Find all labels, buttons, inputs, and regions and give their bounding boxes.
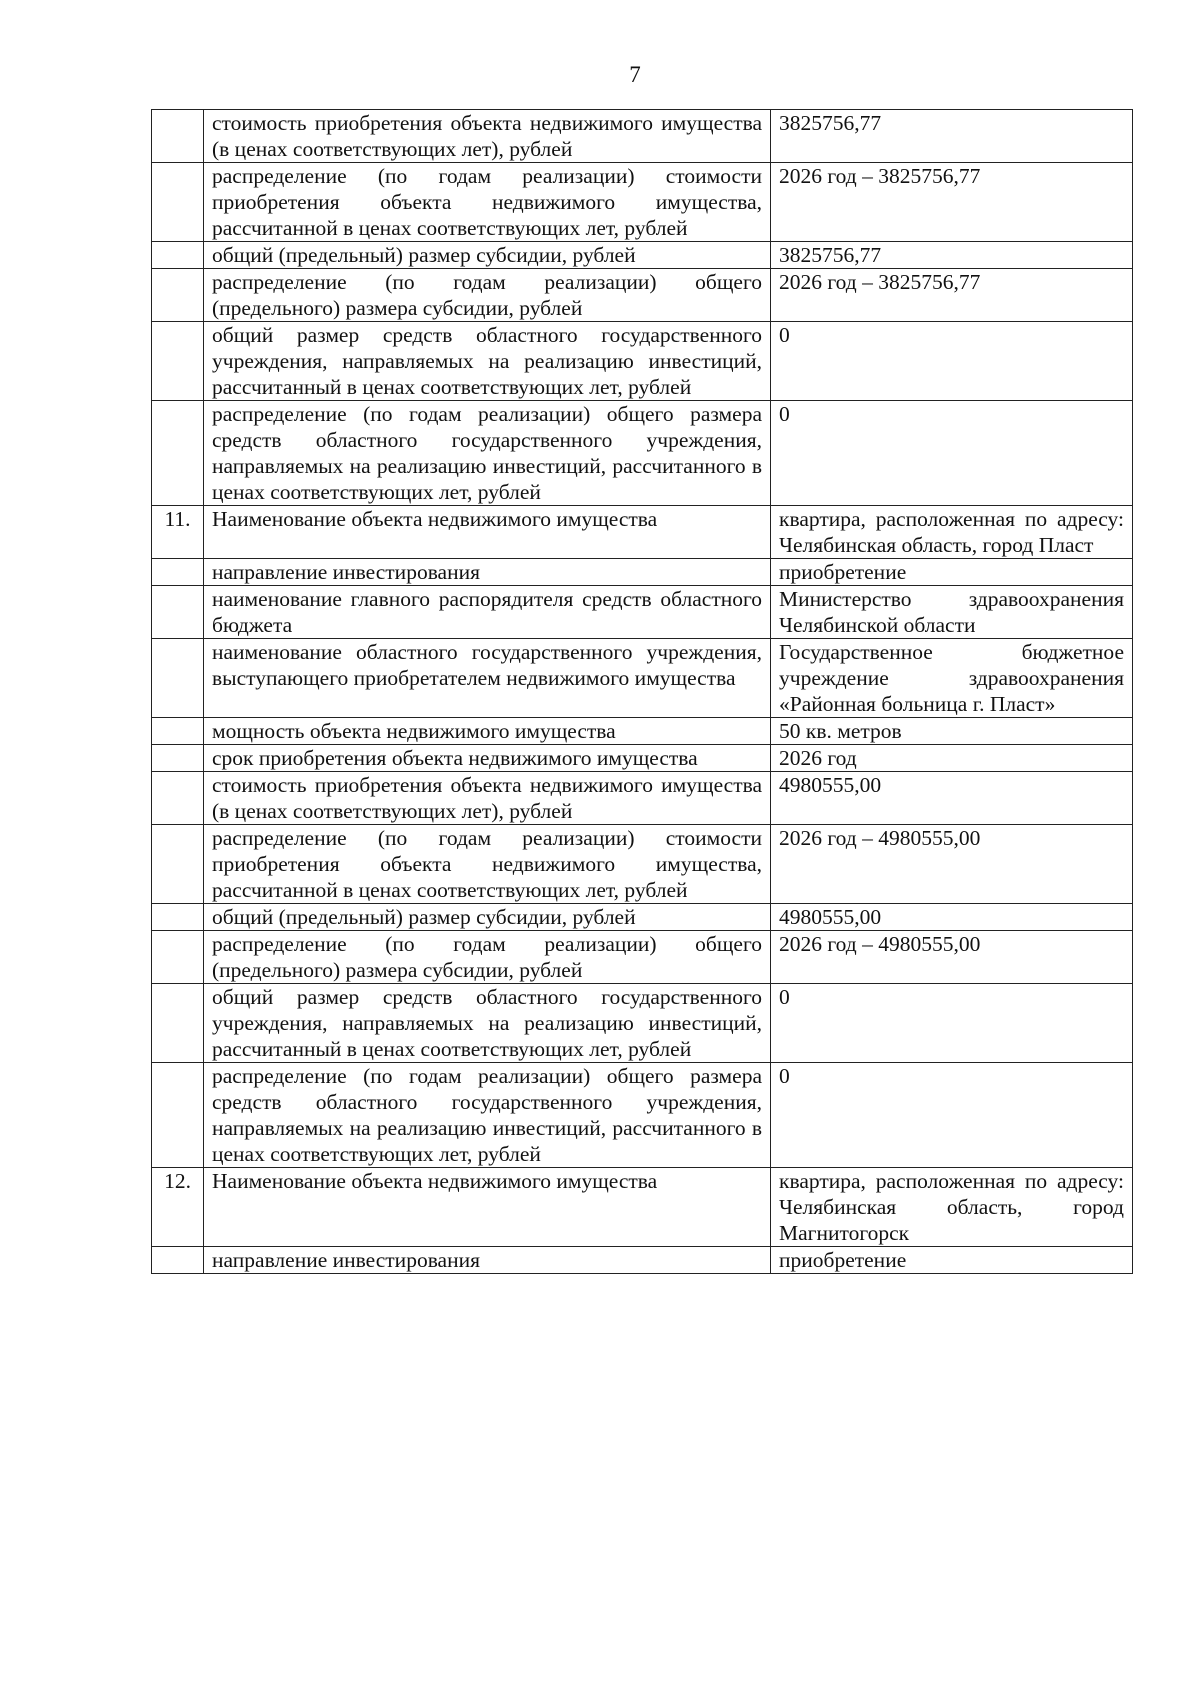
row-value: 0 — [771, 401, 1133, 506]
row-number — [152, 931, 204, 984]
row-label: общий (предельный) размер субсидии, рублей — [204, 242, 771, 269]
table-row — [152, 984, 1133, 1063]
table-row — [152, 401, 1133, 506]
table-row — [152, 242, 1133, 269]
row-number — [152, 904, 204, 931]
row-label: распределение (по годам реализации) общего (предельного) размера субсидии, рублей — [204, 269, 771, 322]
row-value: 0 — [771, 322, 1133, 401]
row-label: Наименование объекта недвижимого имущества — [204, 506, 771, 559]
row-value: квартира, расположенная по адресу: Челябинская область, город Магнитогорск — [771, 1168, 1133, 1247]
row-label: общий (предельный) размер субсидии, рублей — [204, 904, 771, 931]
row-value: 4980555,00 — [771, 772, 1133, 825]
row-label: распределение (по годам реализации) стоимости приобретения объекта недвижимого имущества, рассчитанной в ценах соответствующих лет, рублей — [204, 163, 771, 242]
row-number — [152, 639, 204, 718]
row-number — [152, 110, 204, 163]
table-row — [152, 825, 1133, 904]
row-label: направление инвестирования — [204, 1247, 771, 1274]
row-label: направление инвестирования — [204, 559, 771, 586]
investment-table — [151, 109, 1133, 1274]
table-row — [152, 745, 1133, 772]
row-number — [152, 1247, 204, 1274]
row-number — [152, 269, 204, 322]
row-number — [152, 984, 204, 1063]
row-label: наименование главного распорядителя средств областного бюджета — [204, 586, 771, 639]
row-value: 4980555,00 — [771, 904, 1133, 931]
row-label: Наименование объекта недвижимого имущества — [204, 1168, 771, 1247]
row-value: приобретение — [771, 1247, 1133, 1274]
row-value: 2026 год – 4980555,00 — [771, 931, 1133, 984]
table-row — [152, 1063, 1133, 1168]
table-body — [152, 110, 1133, 1274]
table-row — [152, 322, 1133, 401]
row-label: наименование областного государственного учреждения, выступающего приобретателем недвижимого имущества — [204, 639, 771, 718]
page-number: 7 — [629, 62, 641, 87]
table-row — [152, 931, 1133, 984]
row-value: 0 — [771, 1063, 1133, 1168]
table-row — [152, 718, 1133, 745]
table-row — [152, 772, 1133, 825]
row-value: 3825756,77 — [771, 110, 1133, 163]
row-label: распределение (по годам реализации) общего размера средств областного государственного учреждения, направляемых на реализацию инвестиций, рассчитанного в ценах соответствующих лет, рублей — [204, 401, 771, 506]
table-row — [152, 110, 1133, 163]
row-value: 2026 год – 3825756,77 — [771, 269, 1133, 322]
row-value: приобретение — [771, 559, 1133, 586]
row-number — [152, 401, 204, 506]
row-value: 2026 год — [771, 745, 1133, 772]
table-row — [152, 1168, 1133, 1247]
table-row — [152, 586, 1133, 639]
row-label: распределение (по годам реализации) общего (предельного) размера субсидии, рублей — [204, 931, 771, 984]
row-value: 0 — [771, 984, 1133, 1063]
row-value: Министерство здравоохранения Челябинской области — [771, 586, 1133, 639]
table-row — [152, 904, 1133, 931]
row-label: распределение (по годам реализации) общего размера средств областного государственного учреждения, направляемых на реализацию инвестиций, рассчитанного в ценах соответствующих лет, рублей — [204, 1063, 771, 1168]
row-number — [152, 559, 204, 586]
row-number — [152, 242, 204, 269]
row-value: 3825756,77 — [771, 242, 1133, 269]
row-number — [152, 772, 204, 825]
row-number — [152, 718, 204, 745]
row-number — [152, 163, 204, 242]
row-label: общий размер средств областного государственного учреждения, направляемых на реализацию инвестиций, рассчитанный в ценах соответствующих лет, рублей — [204, 322, 771, 401]
row-label: распределение (по годам реализации) стоимости приобретения объекта недвижимого имущества, рассчитанной в ценах соответствующих лет, рублей — [204, 825, 771, 904]
row-value: Государственное бюджетное учреждение здравоохранения «Районная больница г. Пласт» — [771, 639, 1133, 718]
row-value: 50 кв. метров — [771, 718, 1133, 745]
row-label: стоимость приобретения объекта недвижимого имущества (в ценах соответствующих лет), рублей — [204, 110, 771, 163]
row-number — [152, 745, 204, 772]
row-label: мощность объекта недвижимого имущества — [204, 718, 771, 745]
table-row — [152, 506, 1133, 559]
row-value: квартира, расположенная по адресу: Челябинская область, город Пласт — [771, 506, 1133, 559]
row-number — [152, 825, 204, 904]
table-row — [152, 559, 1133, 586]
table-row — [152, 163, 1133, 242]
table-row — [152, 639, 1133, 718]
row-label: общий размер средств областного государственного учреждения, направляемых на реализацию инвестиций, рассчитанный в ценах соответствующих лет, рублей — [204, 984, 771, 1063]
row-value: 2026 год – 4980555,00 — [771, 825, 1133, 904]
row-number: 11. — [152, 506, 204, 559]
table-row — [152, 1247, 1133, 1274]
row-label: срок приобретения объекта недвижимого имущества — [204, 745, 771, 772]
row-value: 2026 год – 3825756,77 — [771, 163, 1133, 242]
row-number: 12. — [152, 1168, 204, 1247]
row-number — [152, 586, 204, 639]
row-number — [152, 1063, 204, 1168]
table-row — [152, 269, 1133, 322]
row-number — [152, 322, 204, 401]
row-label: стоимость приобретения объекта недвижимого имущества (в ценах соответствующих лет), рублей — [204, 772, 771, 825]
